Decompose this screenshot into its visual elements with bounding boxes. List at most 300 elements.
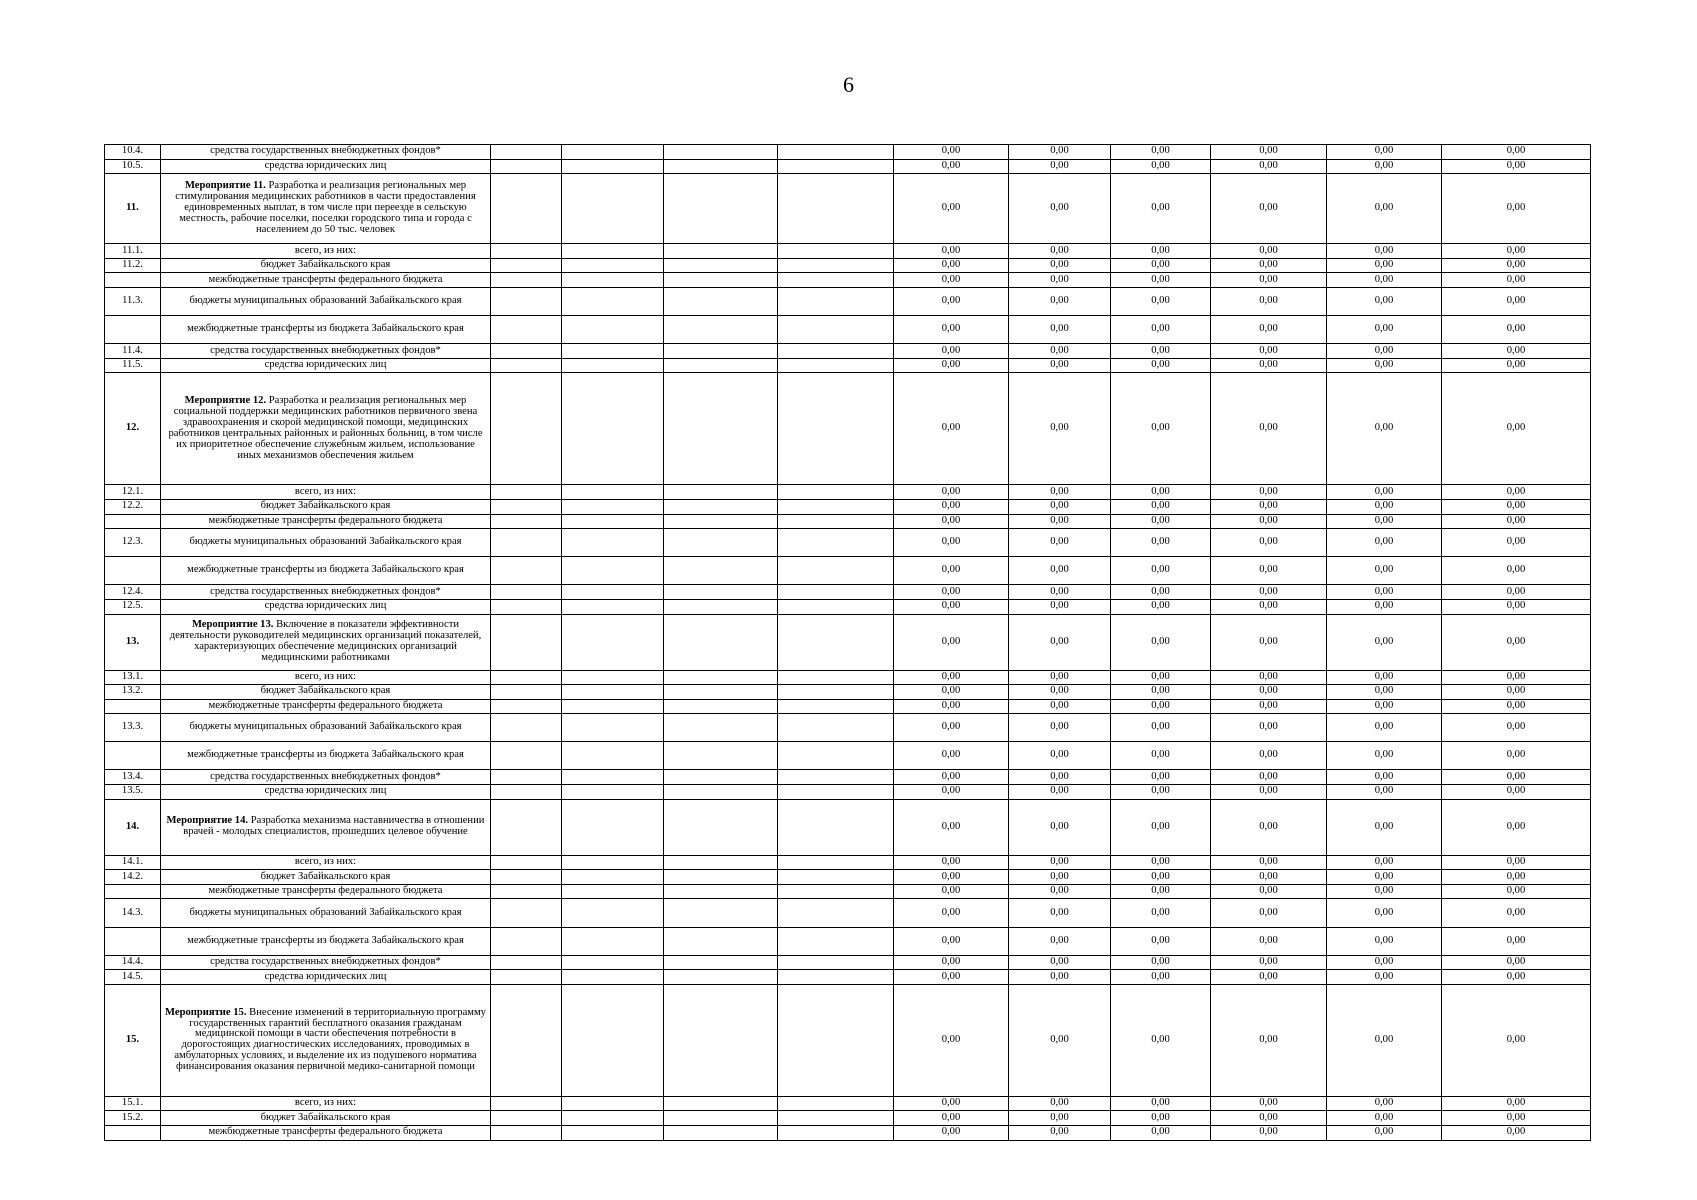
value-cell: 0,00 bbox=[1211, 145, 1327, 160]
table-row bbox=[105, 159, 1591, 174]
row-description-cell: бюджет Забайкальского края bbox=[161, 1111, 491, 1126]
activity-description: Внесение изменений в территориальную программу государственных гарантий бесплатного оказания гражданам медицинской помощи в части обеспечения потребности в дорогостоящих диагностических исследованиях, проводимых в амбулаторных условиях, и выделение их из подушевого норматива финансирования оказания первичной медико-санитарной помощи bbox=[174, 1006, 486, 1073]
value-cell: 0,00 bbox=[1442, 373, 1591, 485]
empty-cell bbox=[562, 855, 664, 870]
empty-cell bbox=[664, 316, 778, 344]
value-cell: 0,00 bbox=[1211, 585, 1327, 600]
empty-cell bbox=[664, 159, 778, 174]
value-cell: 0,00 bbox=[894, 1096, 1009, 1111]
value-cell: 0,00 bbox=[1211, 1096, 1327, 1111]
table-row bbox=[105, 685, 1591, 700]
empty-cell bbox=[491, 685, 562, 700]
table-row bbox=[105, 1111, 1591, 1126]
value-cell: 0,00 bbox=[1211, 273, 1327, 288]
value-cell: 0,00 bbox=[1327, 970, 1442, 985]
empty-cell bbox=[778, 529, 894, 557]
empty-cell bbox=[491, 599, 562, 614]
table-row bbox=[105, 599, 1591, 614]
row-description-cell bbox=[161, 373, 491, 485]
empty-cell bbox=[778, 557, 894, 585]
row-number-cell: 12.4. bbox=[105, 585, 161, 600]
value-cell: 0,00 bbox=[1327, 373, 1442, 485]
row-number-cell: 12. bbox=[105, 373, 161, 485]
row-description-cell: межбюджетные трансферты из бюджета Забайкальского края bbox=[161, 316, 491, 344]
value-cell: 0,00 bbox=[1211, 927, 1327, 955]
value-cell: 0,00 bbox=[894, 244, 1009, 259]
row-number-cell: 14. bbox=[105, 799, 161, 855]
value-cell: 0,00 bbox=[1009, 174, 1111, 244]
value-cell: 0,00 bbox=[894, 287, 1009, 315]
empty-cell bbox=[562, 316, 664, 344]
value-cell: 0,00 bbox=[1327, 585, 1442, 600]
value-cell: 0,00 bbox=[1442, 870, 1591, 885]
empty-cell bbox=[491, 970, 562, 985]
table-row bbox=[105, 1096, 1591, 1111]
value-cell: 0,00 bbox=[1009, 514, 1111, 529]
row-number-cell: 14.5. bbox=[105, 970, 161, 985]
table-row bbox=[105, 955, 1591, 970]
row-number-cell bbox=[105, 316, 161, 344]
value-cell: 0,00 bbox=[1327, 614, 1442, 670]
value-cell: 0,00 bbox=[894, 770, 1009, 785]
row-description-cell bbox=[161, 799, 491, 855]
value-cell: 0,00 bbox=[1111, 714, 1211, 742]
value-cell: 0,00 bbox=[1009, 1126, 1111, 1141]
empty-cell bbox=[491, 1126, 562, 1141]
value-cell: 0,00 bbox=[1111, 1111, 1211, 1126]
row-number-cell: 10.4. bbox=[105, 145, 161, 160]
empty-cell bbox=[664, 514, 778, 529]
empty-cell bbox=[664, 344, 778, 359]
empty-cell bbox=[562, 585, 664, 600]
value-cell: 0,00 bbox=[1111, 899, 1211, 927]
value-cell: 0,00 bbox=[1442, 699, 1591, 714]
table-row bbox=[105, 287, 1591, 315]
value-cell: 0,00 bbox=[1111, 344, 1211, 359]
empty-cell bbox=[664, 145, 778, 160]
empty-cell bbox=[491, 499, 562, 514]
empty-cell bbox=[664, 714, 778, 742]
value-cell: 0,00 bbox=[1009, 1096, 1111, 1111]
empty-cell bbox=[664, 970, 778, 985]
value-cell: 0,00 bbox=[1442, 785, 1591, 800]
value-cell: 0,00 bbox=[1327, 855, 1442, 870]
empty-cell bbox=[778, 870, 894, 885]
page-number: 6 bbox=[843, 72, 854, 97]
empty-cell bbox=[664, 855, 778, 870]
empty-cell bbox=[491, 373, 562, 485]
empty-cell bbox=[491, 955, 562, 970]
value-cell: 0,00 bbox=[1111, 585, 1211, 600]
value-cell: 0,00 bbox=[894, 273, 1009, 288]
empty-cell bbox=[664, 557, 778, 585]
empty-cell bbox=[664, 770, 778, 785]
value-cell: 0,00 bbox=[1009, 685, 1111, 700]
value-cell: 0,00 bbox=[1211, 984, 1327, 1096]
empty-cell bbox=[562, 742, 664, 770]
value-cell: 0,00 bbox=[1442, 742, 1591, 770]
value-cell: 0,00 bbox=[1327, 244, 1442, 259]
empty-cell bbox=[491, 714, 562, 742]
value-cell: 0,00 bbox=[1442, 159, 1591, 174]
empty-cell bbox=[562, 514, 664, 529]
row-description-cell: всего, из них: bbox=[161, 1096, 491, 1111]
value-cell: 0,00 bbox=[1327, 514, 1442, 529]
empty-cell bbox=[491, 884, 562, 899]
activity-description: Включение в показатели эффективности деятельности руководителей медицинских организаций показателей, характеризующих обеспечение медицинских организаций медицинскими работниками bbox=[169, 619, 482, 663]
value-cell: 0,00 bbox=[1327, 1126, 1442, 1141]
row-number-cell: 15.1. bbox=[105, 1096, 161, 1111]
empty-cell bbox=[664, 1111, 778, 1126]
table-row bbox=[105, 557, 1591, 585]
empty-cell bbox=[562, 770, 664, 785]
value-cell: 0,00 bbox=[894, 670, 1009, 685]
empty-cell bbox=[778, 699, 894, 714]
value-cell: 0,00 bbox=[1327, 899, 1442, 927]
table-row bbox=[105, 1126, 1591, 1141]
value-cell: 0,00 bbox=[1327, 984, 1442, 1096]
row-number-cell bbox=[105, 557, 161, 585]
value-cell: 0,00 bbox=[1111, 174, 1211, 244]
value-cell: 0,00 bbox=[894, 258, 1009, 273]
table-row bbox=[105, 485, 1591, 500]
value-cell: 0,00 bbox=[1009, 899, 1111, 927]
empty-cell bbox=[491, 174, 562, 244]
row-description-cell: всего, из них: bbox=[161, 670, 491, 685]
empty-cell bbox=[778, 1111, 894, 1126]
value-cell: 0,00 bbox=[1009, 955, 1111, 970]
row-description-cell: межбюджетные трансферты федерального бюджета bbox=[161, 273, 491, 288]
value-cell: 0,00 bbox=[1327, 699, 1442, 714]
value-cell: 0,00 bbox=[1111, 557, 1211, 585]
table-row bbox=[105, 899, 1591, 927]
empty-cell bbox=[562, 599, 664, 614]
value-cell: 0,00 bbox=[1211, 485, 1327, 500]
value-cell: 0,00 bbox=[1009, 258, 1111, 273]
empty-cell bbox=[491, 699, 562, 714]
empty-cell bbox=[664, 585, 778, 600]
value-cell: 0,00 bbox=[1111, 670, 1211, 685]
value-cell: 0,00 bbox=[1327, 670, 1442, 685]
value-cell: 0,00 bbox=[894, 614, 1009, 670]
value-cell: 0,00 bbox=[1009, 244, 1111, 259]
row-number-cell bbox=[105, 514, 161, 529]
value-cell: 0,00 bbox=[1009, 714, 1111, 742]
value-cell: 0,00 bbox=[1111, 287, 1211, 315]
empty-cell bbox=[562, 714, 664, 742]
value-cell: 0,00 bbox=[894, 685, 1009, 700]
value-cell: 0,00 bbox=[1211, 373, 1327, 485]
empty-cell bbox=[778, 174, 894, 244]
row-description-cell bbox=[161, 614, 491, 670]
value-cell: 0,00 bbox=[1111, 514, 1211, 529]
table-row bbox=[105, 770, 1591, 785]
empty-cell bbox=[491, 287, 562, 315]
value-cell: 0,00 bbox=[894, 785, 1009, 800]
value-cell: 0,00 bbox=[1442, 955, 1591, 970]
row-number-cell bbox=[105, 273, 161, 288]
empty-cell bbox=[778, 287, 894, 315]
activity-title: Мероприятие 15. bbox=[165, 1006, 247, 1018]
value-cell: 0,00 bbox=[1211, 714, 1327, 742]
row-description-cell: средства юридических лиц bbox=[161, 159, 491, 174]
table-row bbox=[105, 344, 1591, 359]
row-description-cell bbox=[161, 174, 491, 244]
value-cell: 0,00 bbox=[1327, 927, 1442, 955]
table-row bbox=[105, 585, 1591, 600]
empty-cell bbox=[491, 514, 562, 529]
empty-cell bbox=[664, 742, 778, 770]
value-cell: 0,00 bbox=[894, 899, 1009, 927]
value-cell: 0,00 bbox=[1327, 799, 1442, 855]
row-number-cell: 13. bbox=[105, 614, 161, 670]
value-cell: 0,00 bbox=[1442, 514, 1591, 529]
value-cell: 0,00 bbox=[1442, 344, 1591, 359]
row-number-cell: 15. bbox=[105, 984, 161, 1096]
value-cell: 0,00 bbox=[1211, 742, 1327, 770]
value-cell: 0,00 bbox=[1327, 884, 1442, 899]
empty-cell bbox=[778, 927, 894, 955]
row-number-cell bbox=[105, 884, 161, 899]
value-cell: 0,00 bbox=[1442, 685, 1591, 700]
empty-cell bbox=[562, 799, 664, 855]
value-cell: 0,00 bbox=[1111, 1096, 1211, 1111]
empty-cell bbox=[778, 685, 894, 700]
value-cell: 0,00 bbox=[894, 529, 1009, 557]
value-cell: 0,00 bbox=[1442, 287, 1591, 315]
empty-cell bbox=[664, 927, 778, 955]
empty-cell bbox=[562, 1096, 664, 1111]
value-cell: 0,00 bbox=[1211, 955, 1327, 970]
empty-cell bbox=[778, 1096, 894, 1111]
empty-cell bbox=[562, 955, 664, 970]
value-cell: 0,00 bbox=[1111, 884, 1211, 899]
empty-cell bbox=[778, 514, 894, 529]
value-cell: 0,00 bbox=[1111, 855, 1211, 870]
empty-cell bbox=[562, 485, 664, 500]
value-cell: 0,00 bbox=[1211, 244, 1327, 259]
empty-cell bbox=[778, 955, 894, 970]
value-cell: 0,00 bbox=[1009, 344, 1111, 359]
row-number-cell: 13.5. bbox=[105, 785, 161, 800]
value-cell: 0,00 bbox=[894, 358, 1009, 373]
value-cell: 0,00 bbox=[1442, 585, 1591, 600]
empty-cell bbox=[664, 785, 778, 800]
row-number-cell: 11.3. bbox=[105, 287, 161, 315]
empty-cell bbox=[778, 485, 894, 500]
value-cell: 0,00 bbox=[1327, 159, 1442, 174]
table-row bbox=[105, 699, 1591, 714]
empty-cell bbox=[778, 273, 894, 288]
value-cell: 0,00 bbox=[1111, 159, 1211, 174]
empty-cell bbox=[491, 927, 562, 955]
empty-cell bbox=[664, 273, 778, 288]
value-cell: 0,00 bbox=[894, 499, 1009, 514]
value-cell: 0,00 bbox=[1211, 344, 1327, 359]
empty-cell bbox=[562, 373, 664, 485]
empty-cell bbox=[491, 785, 562, 800]
activity-title: Мероприятие 14. bbox=[166, 815, 249, 827]
value-cell: 0,00 bbox=[1442, 799, 1591, 855]
row-number-cell: 11.5. bbox=[105, 358, 161, 373]
empty-cell bbox=[491, 770, 562, 785]
table-row bbox=[105, 984, 1591, 1096]
row-number-cell: 15.2. bbox=[105, 1111, 161, 1126]
activity-title: Мероприятие 12. bbox=[184, 395, 267, 407]
empty-cell bbox=[491, 159, 562, 174]
value-cell: 0,00 bbox=[1009, 373, 1111, 485]
value-cell: 0,00 bbox=[1327, 1096, 1442, 1111]
row-description-cell: бюджет Забайкальского края bbox=[161, 870, 491, 885]
empty-cell bbox=[778, 145, 894, 160]
empty-cell bbox=[778, 344, 894, 359]
value-cell: 0,00 bbox=[1327, 714, 1442, 742]
value-cell: 0,00 bbox=[894, 344, 1009, 359]
table-row bbox=[105, 514, 1591, 529]
empty-cell bbox=[664, 358, 778, 373]
value-cell: 0,00 bbox=[1442, 670, 1591, 685]
empty-cell bbox=[562, 1111, 664, 1126]
value-cell: 0,00 bbox=[1009, 699, 1111, 714]
value-cell: 0,00 bbox=[1111, 485, 1211, 500]
empty-cell bbox=[562, 344, 664, 359]
empty-cell bbox=[664, 799, 778, 855]
value-cell: 0,00 bbox=[1327, 1111, 1442, 1126]
value-cell: 0,00 bbox=[1442, 927, 1591, 955]
table-row bbox=[105, 970, 1591, 985]
value-cell: 0,00 bbox=[1009, 585, 1111, 600]
value-cell: 0,00 bbox=[1009, 984, 1111, 1096]
value-cell: 0,00 bbox=[1111, 770, 1211, 785]
empty-cell bbox=[664, 373, 778, 485]
table-row bbox=[105, 273, 1591, 288]
empty-cell bbox=[664, 899, 778, 927]
value-cell: 0,00 bbox=[1327, 344, 1442, 359]
value-cell: 0,00 bbox=[1009, 870, 1111, 885]
value-cell: 0,00 bbox=[894, 742, 1009, 770]
row-number-cell bbox=[105, 927, 161, 955]
empty-cell bbox=[778, 970, 894, 985]
empty-cell bbox=[664, 1096, 778, 1111]
table-row bbox=[105, 670, 1591, 685]
value-cell: 0,00 bbox=[894, 485, 1009, 500]
value-cell: 0,00 bbox=[1327, 287, 1442, 315]
value-cell: 0,00 bbox=[1211, 670, 1327, 685]
empty-cell bbox=[562, 1126, 664, 1141]
value-cell: 0,00 bbox=[1009, 927, 1111, 955]
value-cell: 0,00 bbox=[1111, 970, 1211, 985]
empty-cell bbox=[778, 855, 894, 870]
activity-title: Мероприятие 13. bbox=[191, 619, 274, 631]
value-cell: 0,00 bbox=[1442, 984, 1591, 1096]
value-cell: 0,00 bbox=[1111, 529, 1211, 557]
row-number-cell: 12.2. bbox=[105, 499, 161, 514]
row-number-cell: 12.1. bbox=[105, 485, 161, 500]
row-description-cell: средства юридических лиц bbox=[161, 785, 491, 800]
empty-cell bbox=[664, 174, 778, 244]
row-description-cell: средства юридических лиц bbox=[161, 358, 491, 373]
row-description-cell: средства государственных внебюджетных фондов* bbox=[161, 145, 491, 160]
value-cell: 0,00 bbox=[1442, 316, 1591, 344]
value-cell: 0,00 bbox=[1111, 984, 1211, 1096]
value-cell: 0,00 bbox=[1211, 870, 1327, 885]
empty-cell bbox=[491, 273, 562, 288]
value-cell: 0,00 bbox=[1211, 316, 1327, 344]
value-cell: 0,00 bbox=[894, 373, 1009, 485]
value-cell: 0,00 bbox=[1442, 358, 1591, 373]
empty-cell bbox=[562, 499, 664, 514]
empty-cell bbox=[562, 870, 664, 885]
value-cell: 0,00 bbox=[1327, 273, 1442, 288]
empty-cell bbox=[562, 884, 664, 899]
value-cell: 0,00 bbox=[894, 145, 1009, 160]
empty-cell bbox=[491, 344, 562, 359]
row-description-cell: бюджет Забайкальского края bbox=[161, 258, 491, 273]
row-number-cell: 14.1. bbox=[105, 855, 161, 870]
empty-cell bbox=[778, 599, 894, 614]
value-cell: 0,00 bbox=[1442, 614, 1591, 670]
value-cell: 0,00 bbox=[1111, 316, 1211, 344]
value-cell: 0,00 bbox=[1327, 499, 1442, 514]
row-description-cell: бюджеты муниципальных образований Забайкальского края bbox=[161, 529, 491, 557]
row-number-cell: 10.5. bbox=[105, 159, 161, 174]
empty-cell bbox=[664, 1126, 778, 1141]
value-cell: 0,00 bbox=[1442, 970, 1591, 985]
empty-cell bbox=[664, 499, 778, 514]
row-description-cell: межбюджетные трансферты из бюджета Забайкальского края bbox=[161, 742, 491, 770]
row-description-cell: всего, из них: bbox=[161, 485, 491, 500]
empty-cell bbox=[491, 585, 562, 600]
row-description-cell bbox=[161, 984, 491, 1096]
row-description-cell: средства государственных внебюджетных фондов* bbox=[161, 770, 491, 785]
value-cell: 0,00 bbox=[894, 1126, 1009, 1141]
empty-cell bbox=[778, 670, 894, 685]
row-description-cell: межбюджетные трансферты из бюджета Забайкальского края bbox=[161, 927, 491, 955]
value-cell: 0,00 bbox=[1442, 244, 1591, 259]
value-cell: 0,00 bbox=[1211, 785, 1327, 800]
empty-cell bbox=[778, 785, 894, 800]
empty-cell bbox=[562, 529, 664, 557]
empty-cell bbox=[664, 244, 778, 259]
empty-cell bbox=[491, 1111, 562, 1126]
empty-cell bbox=[778, 799, 894, 855]
value-cell: 0,00 bbox=[1211, 499, 1327, 514]
value-cell: 0,00 bbox=[1442, 499, 1591, 514]
empty-cell bbox=[491, 855, 562, 870]
value-cell: 0,00 bbox=[1009, 599, 1111, 614]
empty-cell bbox=[778, 316, 894, 344]
table-row bbox=[105, 244, 1591, 259]
value-cell: 0,00 bbox=[1211, 1111, 1327, 1126]
value-cell: 0,00 bbox=[1327, 174, 1442, 244]
row-description-cell: средства государственных внебюджетных фондов* bbox=[161, 344, 491, 359]
table-row bbox=[105, 785, 1591, 800]
empty-cell bbox=[562, 287, 664, 315]
row-description-cell: бюджет Забайкальского края bbox=[161, 499, 491, 514]
value-cell: 0,00 bbox=[1111, 685, 1211, 700]
empty-cell bbox=[562, 685, 664, 700]
value-cell: 0,00 bbox=[1111, 244, 1211, 259]
value-cell: 0,00 bbox=[1009, 1111, 1111, 1126]
value-cell: 0,00 bbox=[1009, 358, 1111, 373]
value-cell: 0,00 bbox=[1009, 855, 1111, 870]
value-cell: 0,00 bbox=[1327, 785, 1442, 800]
value-cell: 0,00 bbox=[1111, 927, 1211, 955]
empty-cell bbox=[778, 373, 894, 485]
value-cell: 0,00 bbox=[1442, 485, 1591, 500]
empty-cell bbox=[562, 699, 664, 714]
empty-cell bbox=[664, 955, 778, 970]
